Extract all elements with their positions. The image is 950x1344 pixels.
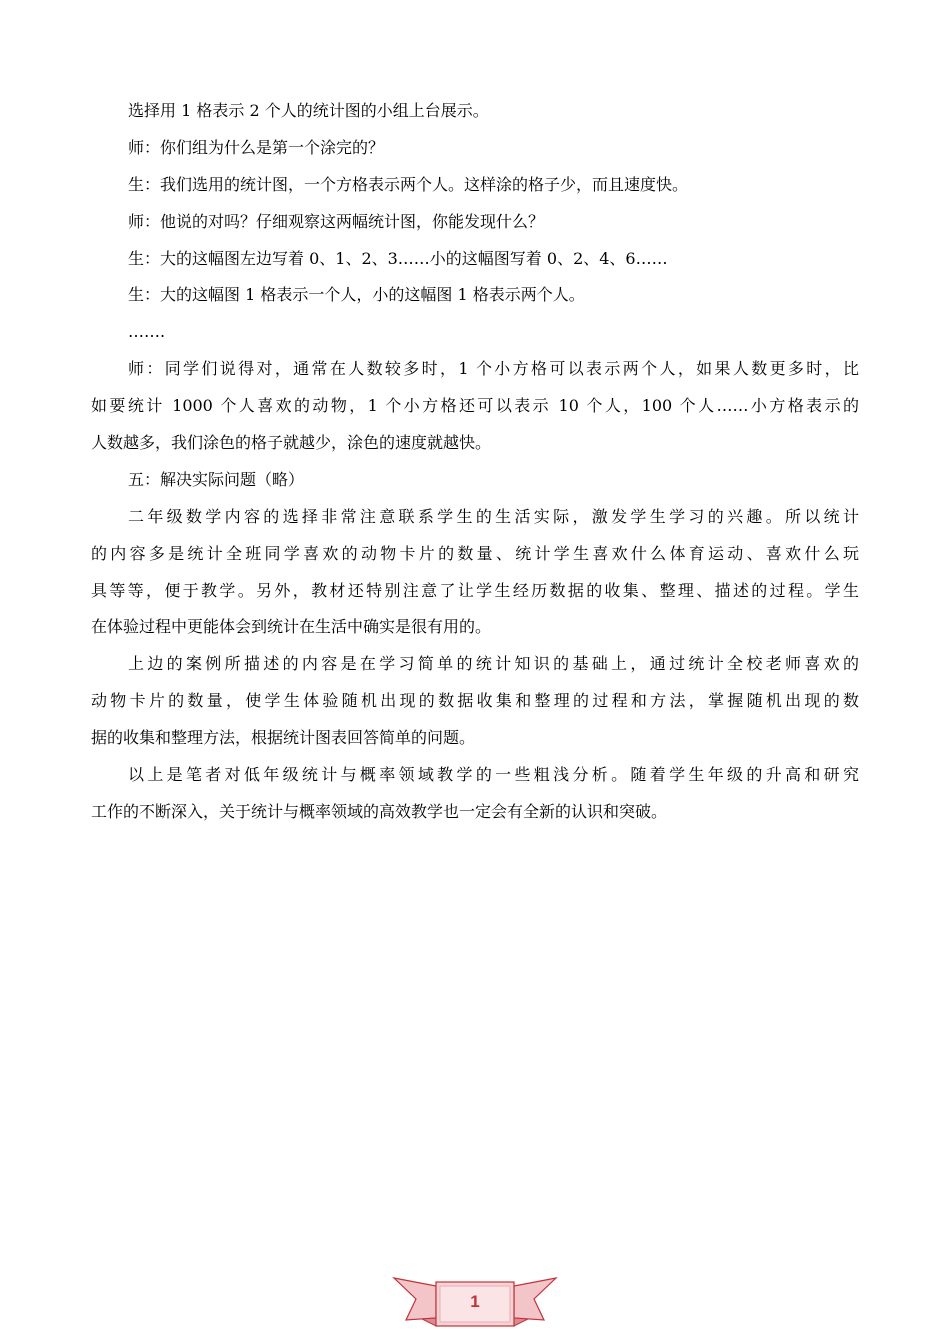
paragraph-line: 具等等，便于教学。另外，教材还特别注意了让学生经历数据的收集、整理、描述的过程。学生: [91, 580, 859, 600]
page-number-footer: [392, 1272, 558, 1338]
paragraph-line: 上边的案例所描述的内容是在学习简单的统计知识的基础上，通过统计全校老师喜欢的: [128, 654, 859, 674]
paragraph-line: 二年级数学内容的选择非常注意联系学生的生活实际，激发学生学习的兴趣。所以统计: [128, 506, 859, 526]
paragraph-line: 在体验过程中更能体会到统计在生活中确实是很有用的。: [91, 617, 492, 637]
document-body: [91, 93, 859, 831]
dialogue-line: 师：他说的对吗？仔细观察这两幅统计图，你能发现什么？: [128, 211, 545, 231]
ellipsis-line: …….: [128, 322, 166, 342]
paragraph-line: 师：同学们说得对，通常在人数较多时，1 个小方格可以表示两个人，如果人数更多时，比: [128, 359, 859, 379]
ribbon-right-fold: [514, 1318, 528, 1326]
dialogue-line: 生：大的这幅图 1 格表示一个人，小的这幅图 1 格表示两个人。: [128, 285, 585, 305]
dialogue-line: 生：我们选用的统计图，一个方格表示两个人。这样涂的格子少，而且速度快。: [128, 174, 689, 194]
paragraph-line: 工作的不断深入，关于统计与概率领域的高效教学也一定会有全新的认识和突破。: [91, 801, 668, 821]
dialogue-line: 生：大的这幅图左边写着 0、1、2、3……小的这幅图写着 0、2、4、6……: [128, 248, 668, 268]
section-heading: 五：解决实际问题（略）: [128, 469, 305, 489]
ribbon-left-fold: [422, 1318, 436, 1326]
paragraph-line: 选择用 1 格表示 2 个人的统计图的小组上台展示。: [128, 101, 489, 120]
paragraph-line: 据的收集和整理方法，根据统计图表回答简单的问题。: [91, 728, 476, 748]
page-number: 1: [470, 1292, 480, 1311]
dialogue-line: 师：你们组为什么是第一个涂完的？: [128, 137, 385, 157]
paragraph-line: 的内容多是统计全班同学喜欢的动物卡片的数量、统计学生喜欢什么体育运动、喜欢什么玩: [91, 543, 859, 563]
paragraph-line: 以上是笔者对低年级统计与概率领域教学的一些粗浅分析。随着学生年级的升高和研究: [128, 765, 859, 785]
paragraph-line: 如要统计 1000 个人喜欢的动物，1 个小方格还可以表示 10 个人，100 个人……小方格表示的: [91, 396, 859, 416]
paragraph-line: 动物卡片的数量，使学生体验随机出现的数据收集和整理的过程和方法，掌握随机出现的数: [91, 691, 859, 711]
paragraph-line: 人数越多，我们涂色的格子就越少，涂色的速度就越快。: [91, 433, 492, 453]
